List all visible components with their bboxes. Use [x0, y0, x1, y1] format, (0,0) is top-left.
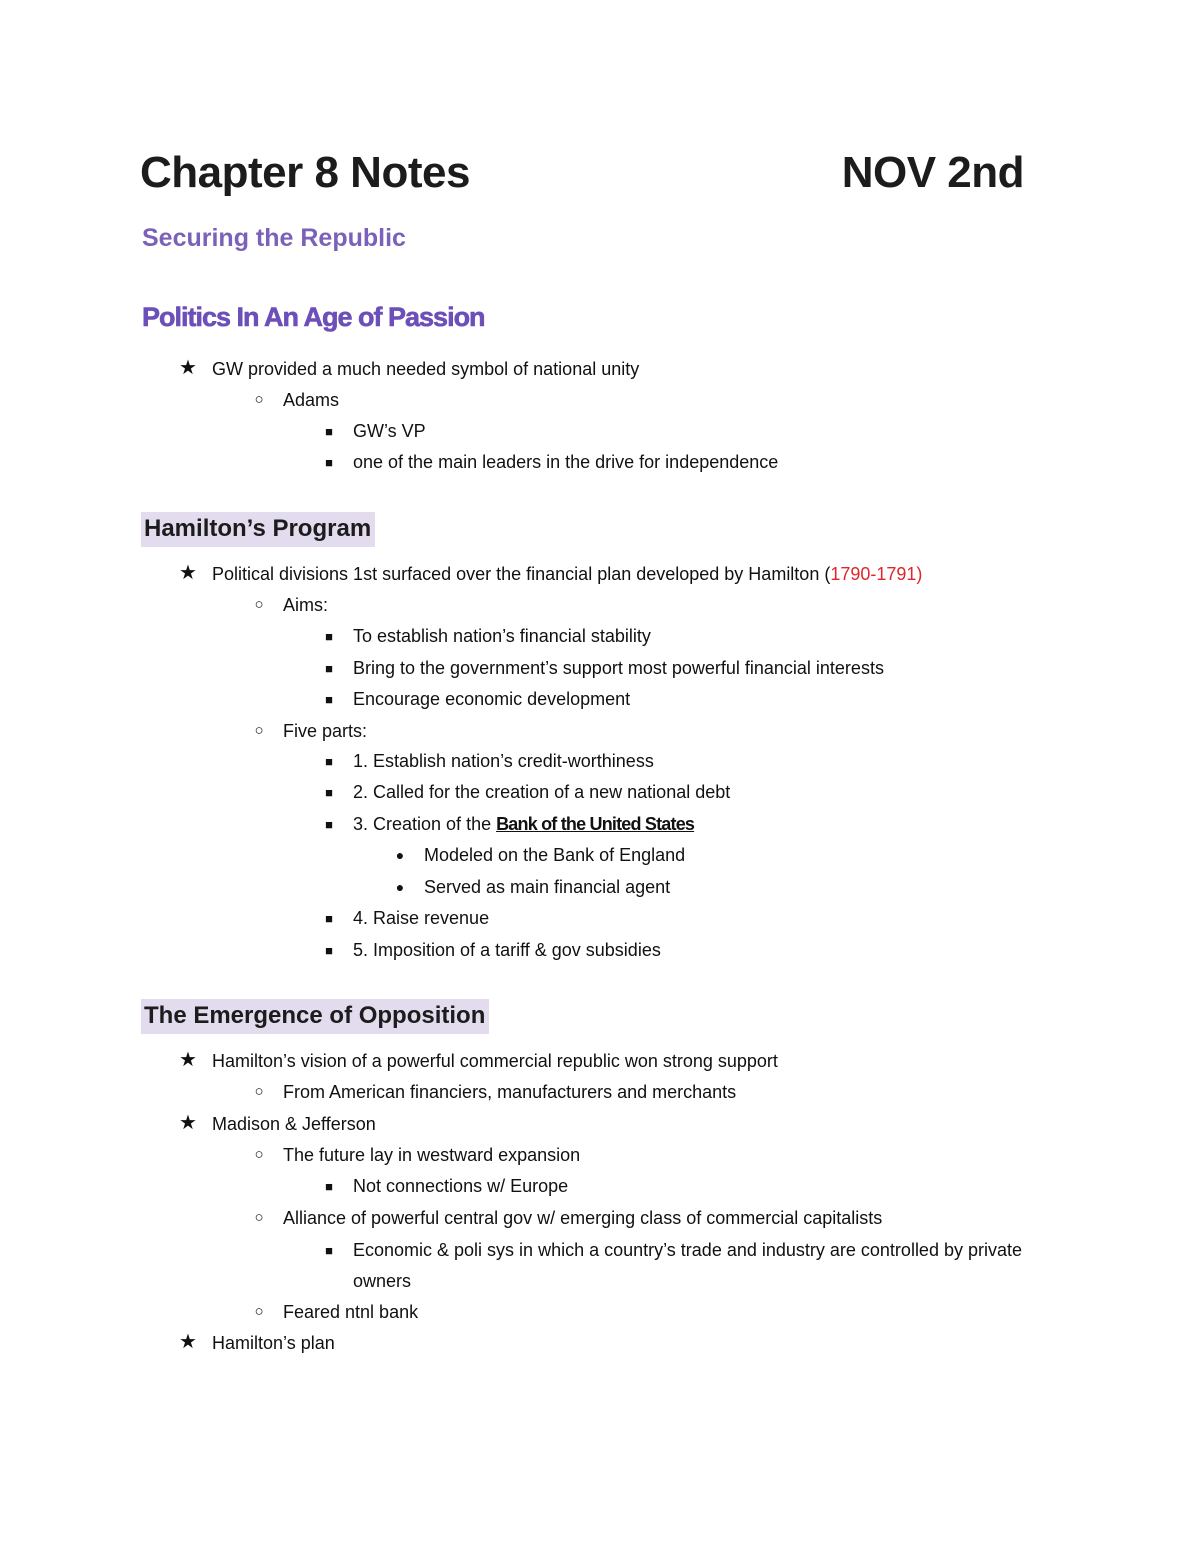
document-page: Chapter 8 Notes NOV 2nd Securing the Republic Politics In An Age of Passion ★ GW provided a much needed symbol of national unity ○ Adams ■ GW’s VP ■ one of the main leaders in the drive for independence Hamilton’s Program ★ Political divisions 1st surfaced over the financial plan developed by Hamilton (1790-1791) ○ Aims: ■ To establish nation’s financial stability ■ Bring to the government’s support most powerful financial interests ■ Encourage economic development ○ Five parts: ■ 1. Establish nation’s credit-worthiness ■ 2. Called for the creation of a new national debt ■ 3. Creation of the Bank of the United States ● Modeled on the Bank of England ● Served as main financial agent ■ 4. Raise revenue ■ 5. Imposition of a tariff & gov subsidies The Emergence of Opposition ★ Hamilton’s vision of a powerful commercial republic won strong support ○ From American financiers, manufacturers and merchants ★ Madison & Jefferson ○ The future lay in westward expansion ■ Not connections w/ Europe ○ Alliance of powerful central gov w/ emerging class of commercial capitalists ■ Economic & poli sys in which a country’s trade and industry are controlled by private owners ○ Feared ntnl bank ★ Hamilton’s plan: [140, 148, 1024, 1353]
square-bullet-icon: ■: [325, 911, 333, 926]
circle-bullet-icon: ○: [254, 722, 264, 739]
square-bullet-icon: ■: [325, 785, 333, 800]
square-bullet-icon: ■: [325, 1179, 333, 1194]
square-bullet-icon: ■: [325, 1243, 333, 1258]
square-bullet-icon: ■: [325, 817, 333, 832]
section-heading-opposition: The Emergence of Opposition: [141, 999, 489, 1034]
section-heading-politics: Politics In An Age of Passion: [142, 302, 485, 332]
square-bullet-icon: ■: [325, 661, 333, 676]
square-bullet-icon: ■: [325, 455, 333, 470]
section-heading-hamilton: Hamilton’s Program: [141, 512, 375, 547]
bank-of-us-link[interactable]: Bank of the United States: [496, 814, 695, 834]
title-row: [140, 148, 1024, 204]
circle-bullet-icon: ○: [254, 1209, 264, 1226]
page-date: NOV 2nd: [841, 148, 1024, 197]
star-bullet-icon: ★: [179, 1049, 197, 1071]
star-bullet-icon: ★: [179, 357, 197, 379]
square-bullet-icon: ■: [325, 943, 333, 958]
square-bullet-icon: ■: [325, 629, 333, 644]
circle-bullet-icon: ○: [254, 1146, 264, 1163]
page-subtitle: Securing the Republic: [142, 224, 406, 252]
square-bullet-icon: ■: [325, 754, 333, 769]
square-bullet-icon: ■: [325, 424, 333, 439]
star-bullet-icon: ★: [179, 1331, 197, 1353]
page-title: Chapter 8 Notes: [140, 148, 470, 197]
circle-bullet-icon: ○: [254, 391, 264, 408]
square-bullet-icon: ■: [325, 692, 333, 707]
dot-bullet-icon: ●: [395, 879, 405, 895]
dot-bullet-icon: ●: [395, 847, 405, 863]
years-range: 1790-1791: [830, 564, 917, 584]
circle-bullet-icon: ○: [254, 1083, 264, 1100]
star-bullet-icon: ★: [179, 1112, 197, 1134]
circle-bullet-icon: ○: [254, 1303, 264, 1320]
star-bullet-icon: ★: [179, 562, 197, 584]
circle-bullet-icon: ○: [254, 596, 264, 613]
